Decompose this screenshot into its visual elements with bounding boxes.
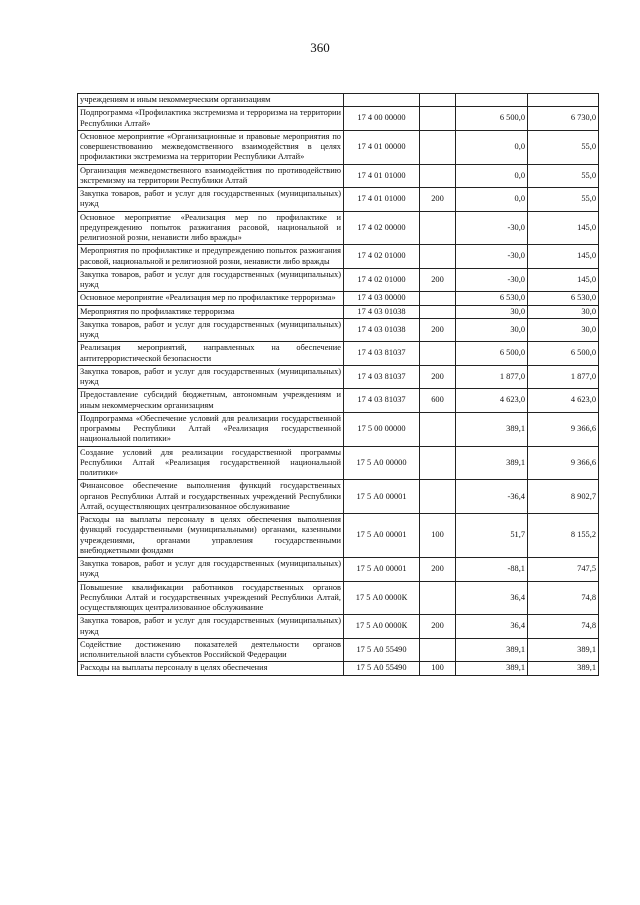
- amount-change-cell: -30,0: [456, 245, 528, 269]
- amount-change-cell: 1 877,0: [456, 365, 528, 389]
- expense-type-cell: 200: [420, 318, 456, 342]
- classification-code-cell: 17 5 А0 00000: [344, 446, 420, 480]
- expense-type-cell: [420, 94, 456, 107]
- table-row: [78, 412, 599, 446]
- amount-change-cell: 6 500,0: [456, 342, 528, 366]
- expense-type-cell: 100: [420, 514, 456, 558]
- item-name-cell: Расходы на выплаты персоналу в целях обеспечения: [78, 662, 344, 675]
- amount-total-cell: 6 530,0: [528, 292, 599, 305]
- expense-type-cell: 200: [420, 268, 456, 292]
- expense-type-cell: [420, 130, 456, 164]
- classification-code-cell: 17 4 01 01000: [344, 188, 420, 212]
- table-row: [78, 662, 599, 675]
- item-name-cell: Реализация мероприятий, направленных на обеспечение антитеррористической безопасности: [78, 342, 344, 366]
- amount-change-cell: 4 623,0: [456, 389, 528, 413]
- amount-change-cell: 389,1: [456, 412, 528, 446]
- amount-total-cell: 145,0: [528, 268, 599, 292]
- table-row: [78, 514, 599, 558]
- item-name-cell: Основное мероприятие «Организационные и правовые мероприятия по совершенствованию межведомственного взаимодействия в целях профилактики экстремизма на территории Республики Алтай»: [78, 130, 344, 164]
- classification-code-cell: 17 4 02 01000: [344, 245, 420, 269]
- classification-code-cell: 17 4 02 00000: [344, 211, 420, 245]
- expense-type-cell: [420, 480, 456, 514]
- classification-code-cell: 17 4 03 01038: [344, 318, 420, 342]
- item-name-cell: учреждениям и иным некоммерческим организациям: [78, 94, 344, 107]
- table-row: [78, 446, 599, 480]
- classification-code-cell: 17 5 А0 00001: [344, 480, 420, 514]
- item-name-cell: Организация межведомственного взаимодействия по противодействию экстремизму на территории Республики Алтай: [78, 164, 344, 188]
- table-row: [78, 305, 599, 318]
- expense-type-cell: [420, 342, 456, 366]
- table-row: [78, 638, 599, 662]
- expense-type-cell: [420, 638, 456, 662]
- classification-code-cell: 17 5 А0 0000К: [344, 581, 420, 615]
- expense-type-cell: [420, 412, 456, 446]
- item-name-cell: Основное мероприятие «Реализация мер по профилактике и предупреждению попыток разжигания расовой, национальной и религиозной розни, ненависти либо вражды»: [78, 211, 344, 245]
- expense-type-cell: [420, 292, 456, 305]
- classification-code-cell: 17 4 03 81037: [344, 342, 420, 366]
- expense-type-cell: [420, 446, 456, 480]
- expense-type-cell: 600: [420, 389, 456, 413]
- expense-type-cell: 100: [420, 662, 456, 675]
- expense-type-cell: [420, 164, 456, 188]
- item-name-cell: Мероприятия по профилактике терроризма: [78, 305, 344, 318]
- amount-total-cell: 389,1: [528, 638, 599, 662]
- expense-type-cell: [420, 581, 456, 615]
- amount-change-cell: 389,1: [456, 446, 528, 480]
- amount-change-cell: 0,0: [456, 130, 528, 164]
- expense-type-cell: 200: [420, 558, 456, 582]
- amount-change-cell: 30,0: [456, 305, 528, 318]
- amount-total-cell: 747,5: [528, 558, 599, 582]
- amount-total-cell: 389,1: [528, 662, 599, 675]
- amount-change-cell: 389,1: [456, 638, 528, 662]
- classification-code-cell: 17 4 03 81037: [344, 389, 420, 413]
- item-name-cell: Создание условий для реализации государственной программы Республики Алтай «Реализация государственной национальной политики»: [78, 446, 344, 480]
- item-name-cell: Повышение квалификации работников государственных органов Республики Алтай и государственных учреждений Республики Алтай, осуществляющих централизованное обслуживание: [78, 581, 344, 615]
- table-row: [78, 211, 599, 245]
- table-row: [78, 581, 599, 615]
- amount-change-cell: -30,0: [456, 211, 528, 245]
- table-row: [78, 615, 599, 639]
- amount-total-cell: 6 500,0: [528, 342, 599, 366]
- amount-total-cell: 55,0: [528, 188, 599, 212]
- table-row: [78, 94, 599, 107]
- table-row: [78, 188, 599, 212]
- classification-code-cell: 17 4 01 00000: [344, 130, 420, 164]
- table-row: [78, 365, 599, 389]
- classification-code-cell: 17 5 А0 00001: [344, 558, 420, 582]
- expense-type-cell: [420, 245, 456, 269]
- item-name-cell: Закупка товаров, работ и услуг для государственных (муниципальных) нужд: [78, 318, 344, 342]
- expense-type-cell: 200: [420, 365, 456, 389]
- item-name-cell: Расходы на выплаты персоналу в целях обеспечения выполнения функций государственными (муниципальными) органами, казенными учреждениями, органами управления государственными внебюджетными фондами: [78, 514, 344, 558]
- budget-table-body: [78, 94, 599, 676]
- classification-code-cell: 17 5 А0 55490: [344, 662, 420, 675]
- classification-code-cell: 17 5 00 00000: [344, 412, 420, 446]
- table-row: [78, 107, 599, 131]
- amount-change-cell: -36,4: [456, 480, 528, 514]
- amount-total-cell: [528, 94, 599, 107]
- expense-type-cell: [420, 107, 456, 131]
- amount-total-cell: 4 623,0: [528, 389, 599, 413]
- expense-type-cell: 200: [420, 615, 456, 639]
- expense-type-cell: [420, 305, 456, 318]
- table-row: [78, 480, 599, 514]
- amount-total-cell: 55,0: [528, 130, 599, 164]
- classification-code-cell: 17 5 А0 55490: [344, 638, 420, 662]
- table-row: [78, 130, 599, 164]
- item-name-cell: Подпрограмма «Обеспечение условий для реализации государственной программы Республики Алтай «Реализация государственной национальной политики»: [78, 412, 344, 446]
- amount-change-cell: 0,0: [456, 164, 528, 188]
- item-name-cell: Закупка товаров, работ и услуг для государственных (муниципальных) нужд: [78, 615, 344, 639]
- table-row: [78, 292, 599, 305]
- item-name-cell: Закупка товаров, работ и услуг для государственных (муниципальных) нужд: [78, 365, 344, 389]
- amount-change-cell: -88,1: [456, 558, 528, 582]
- table-row: [78, 164, 599, 188]
- amount-total-cell: 6 730,0: [528, 107, 599, 131]
- amount-change-cell: 389,1: [456, 662, 528, 675]
- amount-total-cell: 55,0: [528, 164, 599, 188]
- amount-total-cell: 30,0: [528, 305, 599, 318]
- amount-total-cell: 8 902,7: [528, 480, 599, 514]
- amount-total-cell: 30,0: [528, 318, 599, 342]
- classification-code-cell: 17 4 02 01000: [344, 268, 420, 292]
- item-name-cell: Мероприятия по профилактике и предупреждению попыток разжигания расовой, национальной и религиозной розни, ненависти либо вражды: [78, 245, 344, 269]
- expense-type-cell: [420, 211, 456, 245]
- classification-code-cell: 17 4 01 01000: [344, 164, 420, 188]
- classification-code-cell: 17 4 03 00000: [344, 292, 420, 305]
- amount-total-cell: 74,8: [528, 615, 599, 639]
- amount-total-cell: 9 366,6: [528, 412, 599, 446]
- expense-type-cell: 200: [420, 188, 456, 212]
- amount-change-cell: 6 530,0: [456, 292, 528, 305]
- amount-change-cell: 36,4: [456, 615, 528, 639]
- item-name-cell: Содействие достижению показателей деятельности органов исполнительной власти субъектов Российской Федерации: [78, 638, 344, 662]
- classification-code-cell: 17 4 03 81037: [344, 365, 420, 389]
- table-row: [78, 245, 599, 269]
- table-row: [78, 268, 599, 292]
- table-row: [78, 558, 599, 582]
- amount-total-cell: 9 366,6: [528, 446, 599, 480]
- table-row: [78, 318, 599, 342]
- item-name-cell: Подпрограмма «Профилактика экстремизма и терроризма на территории Республики Алтай»: [78, 107, 344, 131]
- table-row: [78, 342, 599, 366]
- item-name-cell: Закупка товаров, работ и услуг для государственных (муниципальных) нужд: [78, 268, 344, 292]
- item-name-cell: Предоставление субсидий бюджетным, автономным учреждениям и иным некоммерческим организациям: [78, 389, 344, 413]
- amount-change-cell: 51,7: [456, 514, 528, 558]
- budget-table: [77, 93, 599, 676]
- amount-change-cell: 36,4: [456, 581, 528, 615]
- amount-total-cell: 1 877,0: [528, 365, 599, 389]
- classification-code-cell: 17 4 00 00000: [344, 107, 420, 131]
- item-name-cell: Закупка товаров, работ и услуг для государственных (муниципальных) нужд: [78, 558, 344, 582]
- amount-change-cell: 30,0: [456, 318, 528, 342]
- classification-code-cell: 17 5 А0 00001: [344, 514, 420, 558]
- amount-total-cell: 145,0: [528, 211, 599, 245]
- amount-change-cell: 0,0: [456, 188, 528, 212]
- page-number: 360: [310, 40, 330, 55]
- amount-total-cell: 74,8: [528, 581, 599, 615]
- item-name-cell: Финансовое обеспечение выполнения функций государственных органов Республики Алтай и государственных учреждений Республики Алтай, осуществляющих централизованное обслуживание: [78, 480, 344, 514]
- amount-total-cell: 145,0: [528, 245, 599, 269]
- table-row: [78, 389, 599, 413]
- amount-total-cell: 8 155,2: [528, 514, 599, 558]
- amount-change-cell: 6 500,0: [456, 107, 528, 131]
- classification-code-cell: [344, 94, 420, 107]
- classification-code-cell: 17 4 03 01038: [344, 305, 420, 318]
- item-name-cell: Основное мероприятие «Реализация мер по профилактике терроризма»: [78, 292, 344, 305]
- amount-change-cell: [456, 94, 528, 107]
- item-name-cell: Закупка товаров, работ и услуг для государственных (муниципальных) нужд: [78, 188, 344, 212]
- classification-code-cell: 17 5 А0 0000К: [344, 615, 420, 639]
- amount-change-cell: -30,0: [456, 268, 528, 292]
